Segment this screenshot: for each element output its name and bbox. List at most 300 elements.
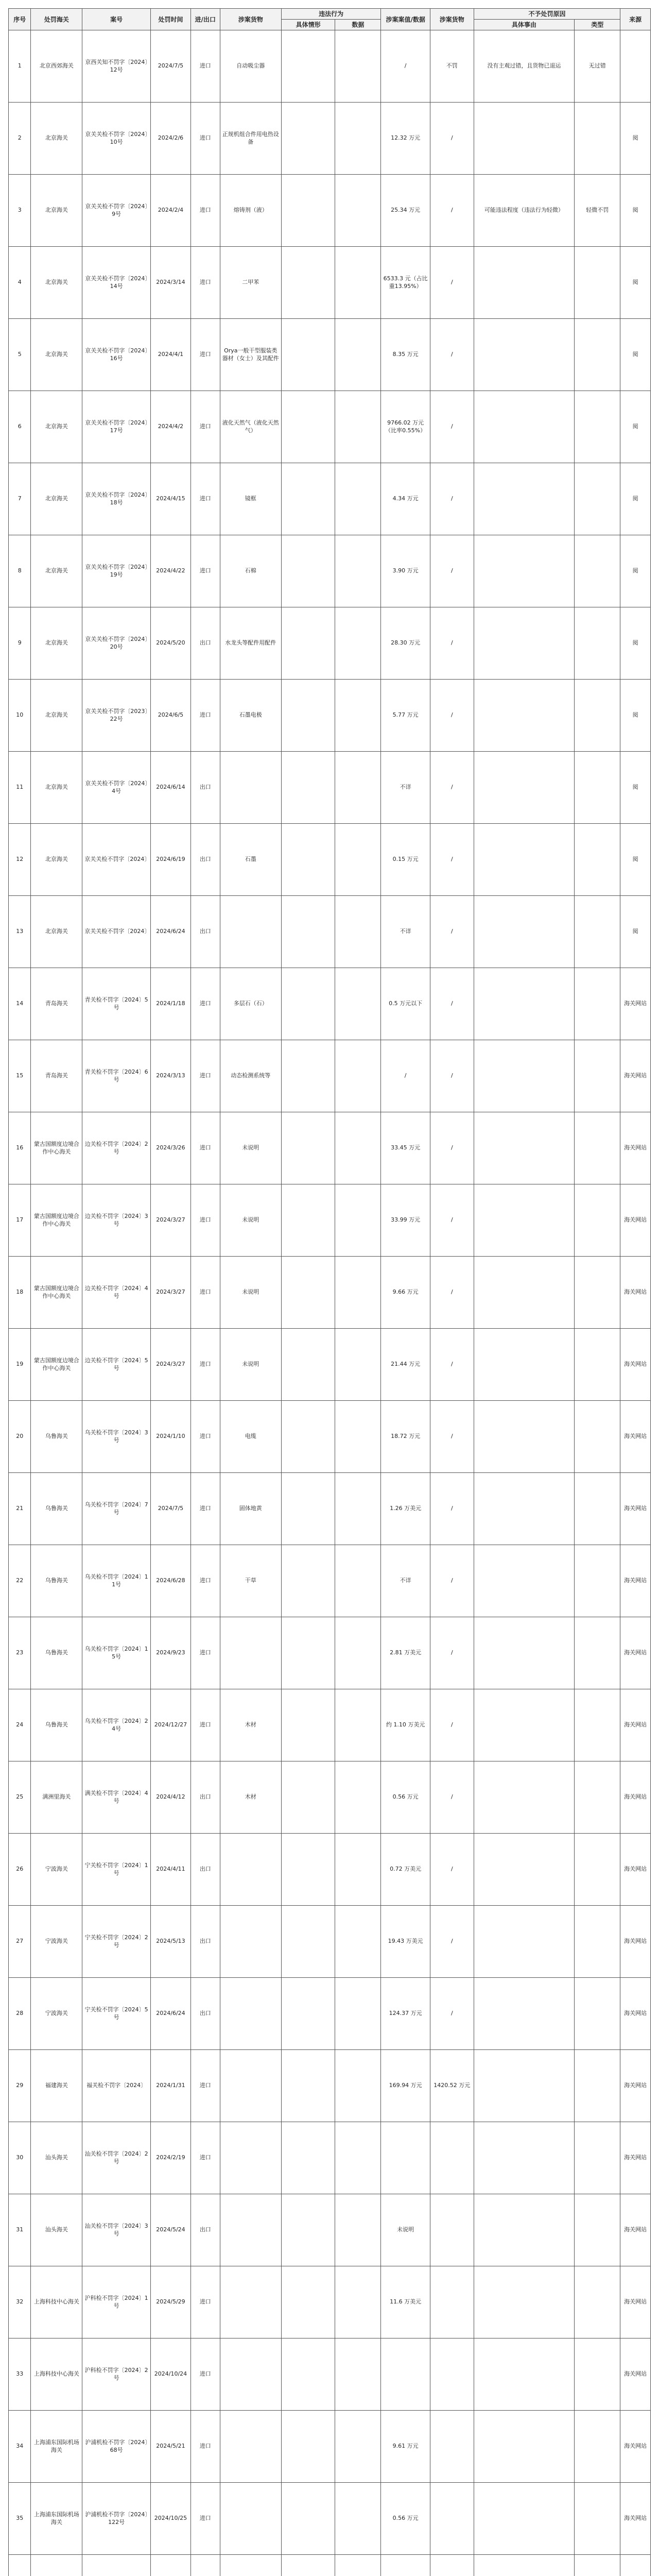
cell-amount: 21.44 万元 xyxy=(381,1329,430,1401)
cell-customs: 蒙古国额度边境合作中心海关 xyxy=(31,1112,82,1184)
cell-docno: 满关检不罚字〔2024〕4号 xyxy=(82,1761,151,1834)
header-docno: 案号 xyxy=(82,9,151,30)
cell-type: 无过错 xyxy=(575,30,620,103)
cell-ie: 出口 xyxy=(191,1978,220,2050)
cell-ie: 进口 xyxy=(191,103,220,175)
cell-penalty: / xyxy=(430,535,474,607)
cell-goods: 石墨 xyxy=(220,824,281,896)
cell-goods xyxy=(220,2122,281,2194)
cell-amount: 18.72 万元 xyxy=(381,1401,430,1473)
cell-note: 海关网站 xyxy=(620,1329,651,1401)
cell-reason xyxy=(474,535,575,607)
cell-nature xyxy=(282,1761,335,1834)
cell-customs: 北京海关 xyxy=(31,247,82,319)
cell-nature xyxy=(282,2338,335,2411)
cell-penalty: / xyxy=(430,1978,474,2050)
table-row xyxy=(9,30,651,103)
cell-nature xyxy=(282,175,335,247)
cell-date: 2024/9/23 xyxy=(150,1617,190,1689)
table-row xyxy=(9,1545,651,1617)
table-row xyxy=(9,1834,651,1906)
cell-nature xyxy=(282,30,335,103)
cell-amount: / xyxy=(381,30,430,103)
table-row xyxy=(9,1473,651,1545)
cell-type xyxy=(575,1906,620,1978)
cell-date: 2024/4/12 xyxy=(150,1761,190,1834)
cell-goods: 石棉 xyxy=(220,535,281,607)
penalty-table xyxy=(8,8,651,2576)
cell-reason xyxy=(474,2050,575,2122)
table-row xyxy=(9,463,651,535)
cell-reason xyxy=(474,2266,575,2338)
cell-seq: 8 xyxy=(9,535,31,607)
cell-ie: 出口 xyxy=(191,1761,220,1834)
cell-ie: 进口 xyxy=(191,2338,220,2411)
cell-ie: 进口 xyxy=(191,1689,220,1761)
cell-customs: 乌鲁海关 xyxy=(31,1545,82,1617)
cell-nature xyxy=(282,1689,335,1761)
cell-penalty: / xyxy=(430,1761,474,1834)
cell-penalty: / xyxy=(430,1329,474,1401)
cell-customs: 北京海关 xyxy=(31,752,82,824)
cell-ie: 进口 xyxy=(191,535,220,607)
cell-goods xyxy=(220,1906,281,1978)
table-row xyxy=(9,2555,651,2576)
cell-goods: 电缆 xyxy=(220,1401,281,1473)
table-row xyxy=(9,535,651,607)
header-amount: 涉案案值/数据 xyxy=(381,9,430,30)
cell-customs: 宁波海关 xyxy=(31,1834,82,1906)
cell-goods: 动态检测系统等 xyxy=(220,1040,281,1112)
cell-goods xyxy=(220,2483,281,2555)
cell-note: 海关网站 xyxy=(620,1112,651,1184)
cell-data xyxy=(335,30,381,103)
cell-goods xyxy=(220,2266,281,2338)
cell-amount: 9766.02 万元（比率0.55%） xyxy=(381,391,430,463)
cell-amount: 169.94 万元 xyxy=(381,2050,430,2122)
cell-customs: 汕头海关 xyxy=(31,2122,82,2194)
cell-nature xyxy=(282,1401,335,1473)
header-seq: 序号 xyxy=(9,9,31,30)
cell-amount: 25.34 万元 xyxy=(381,175,430,247)
cell-customs: 宁波海关 xyxy=(31,1978,82,2050)
table-row xyxy=(9,247,651,319)
cell-date: 2024/3/14 xyxy=(150,247,190,319)
cell-date: 2024/6/24 xyxy=(150,896,190,968)
cell-note: 阅 xyxy=(620,896,651,968)
cell-ie: 进口 xyxy=(191,2122,220,2194)
table-row xyxy=(9,2122,651,2194)
cell-date: 2024/6/28 xyxy=(150,1545,190,1617)
cell-note: 海关网站 xyxy=(620,1040,651,1112)
cell-date: 2024/12/27 xyxy=(150,1689,190,1761)
cell-note: 海关网站 xyxy=(620,1473,651,1545)
cell-nature xyxy=(282,1112,335,1184)
cell-customs: 宁波海关 xyxy=(31,1906,82,1978)
cell-type xyxy=(575,2122,620,2194)
cell-nature xyxy=(282,1040,335,1112)
cell-penalty: / xyxy=(430,391,474,463)
cell-docno: 乌关检不罚字〔2024〕11号 xyxy=(82,1545,151,1617)
cell-docno: 宁关检不罚字〔2024〕5号 xyxy=(82,1978,151,2050)
cell-penalty xyxy=(430,2411,474,2483)
cell-penalty: / xyxy=(430,607,474,680)
cell-penalty: / xyxy=(430,896,474,968)
cell-customs: 乌鲁海关 xyxy=(31,1617,82,1689)
cell-penalty: / xyxy=(430,1184,474,1257)
cell-amount: / xyxy=(381,1040,430,1112)
cell-type xyxy=(575,1617,620,1689)
cell-data xyxy=(335,1617,381,1689)
cell-date: 2024/7/5 xyxy=(150,1473,190,1545)
header-ie: 进/出口 xyxy=(191,9,220,30)
cell-penalty: / xyxy=(430,752,474,824)
table-row xyxy=(9,680,651,752)
cell-customs xyxy=(31,2555,82,2576)
cell-seq: 11 xyxy=(9,752,31,824)
header-nonapply-sub2: 类型 xyxy=(575,20,620,30)
cell-seq: 26 xyxy=(9,1834,31,1906)
cell-customs: 满洲里海关 xyxy=(31,1761,82,1834)
cell-docno: 京关关检不罚字〔2024〕14号 xyxy=(82,247,151,319)
cell-data xyxy=(335,319,381,391)
header-note: 来源 xyxy=(620,9,651,30)
cell-ie: 进口 xyxy=(191,391,220,463)
cell-data xyxy=(335,1545,381,1617)
cell-nature xyxy=(282,2194,335,2266)
cell-penalty: / xyxy=(430,1834,474,1906)
cell-docno: 宁关检不罚字〔2024〕2号 xyxy=(82,1906,151,1978)
cell-date: 2024/6/24 xyxy=(150,1978,190,2050)
cell-goods: 未说明 xyxy=(220,1112,281,1184)
header-nature: 违法行为 xyxy=(282,9,381,20)
table-row xyxy=(9,968,651,1040)
cell-goods: 液化天然气（液化天然气） xyxy=(220,391,281,463)
cell-data xyxy=(335,2194,381,2266)
cell-type xyxy=(575,463,620,535)
cell-goods: 干草 xyxy=(220,1545,281,1617)
cell-reason xyxy=(474,463,575,535)
cell-amount: 2.81 万美元 xyxy=(381,1617,430,1689)
cell-nature xyxy=(282,607,335,680)
table-row xyxy=(9,1689,651,1761)
cell-docno: 福关检不罚字〔2024〕 xyxy=(82,2050,151,2122)
cell-penalty xyxy=(430,2266,474,2338)
cell-amount: 0.72 万美元 xyxy=(381,1834,430,1906)
cell-data xyxy=(335,1112,381,1184)
cell-note: 阅 xyxy=(620,319,651,391)
cell-ie: 进口 xyxy=(191,463,220,535)
cell-reason xyxy=(474,968,575,1040)
cell-docno: 边关检不罚字〔2024〕5号 xyxy=(82,1329,151,1401)
cell-note xyxy=(620,2555,651,2576)
cell-seq: 4 xyxy=(9,247,31,319)
cell-nature xyxy=(282,2050,335,2122)
cell-type xyxy=(575,391,620,463)
cell-type xyxy=(575,103,620,175)
cell-amount: 0.56 万元 xyxy=(381,1761,430,1834)
cell-customs: 北京海关 xyxy=(31,680,82,752)
cell-ie: 进口 xyxy=(191,2411,220,2483)
cell-penalty: / xyxy=(430,1545,474,1617)
cell-note: 海关网站 xyxy=(620,2050,651,2122)
cell-penalty xyxy=(430,2338,474,2411)
cell-ie: 进口 xyxy=(191,1617,220,1689)
cell-data xyxy=(335,463,381,535)
cell-note: 海关网站 xyxy=(620,2411,651,2483)
cell-nature xyxy=(282,2122,335,2194)
cell-type xyxy=(575,1184,620,1257)
cell-nature xyxy=(282,680,335,752)
cell-data xyxy=(335,175,381,247)
cell-nature xyxy=(282,319,335,391)
cell-date: 2024/3/13 xyxy=(150,1040,190,1112)
cell-nature xyxy=(282,1473,335,1545)
cell-seq: 18 xyxy=(9,1257,31,1329)
cell-type xyxy=(575,535,620,607)
cell-penalty: 1420.52 万元 xyxy=(430,2050,474,2122)
cell-ie: 出口 xyxy=(191,1906,220,1978)
cell-type xyxy=(575,1545,620,1617)
cell-data xyxy=(335,2411,381,2483)
header-nature-sub2: 数据 xyxy=(335,20,381,30)
cell-date: 2024/1/31 xyxy=(150,2050,190,2122)
cell-seq: 6 xyxy=(9,391,31,463)
cell-amount: 19.43 万美元 xyxy=(381,1906,430,1978)
cell-note: 海关网站 xyxy=(620,1761,651,1834)
cell-customs: 北京海关 xyxy=(31,535,82,607)
cell-seq: 33 xyxy=(9,2338,31,2411)
cell-penalty: / xyxy=(430,247,474,319)
cell-type xyxy=(575,1040,620,1112)
cell-reason xyxy=(474,319,575,391)
cell-amount xyxy=(381,2338,430,2411)
cell-customs: 北京海关 xyxy=(31,607,82,680)
cell-reason xyxy=(474,2483,575,2555)
cell-goods xyxy=(220,1834,281,1906)
cell-penalty: / xyxy=(430,1617,474,1689)
cell-note: 海关网站 xyxy=(620,1834,651,1906)
cell-type xyxy=(575,824,620,896)
cell-note: 阅 xyxy=(620,680,651,752)
cell-reason xyxy=(474,1184,575,1257)
cell-reason xyxy=(474,1761,575,1834)
header-penalty: 涉案货物 xyxy=(430,9,474,30)
cell-seq: 34 xyxy=(9,2411,31,2483)
cell-goods: 石墨电极 xyxy=(220,680,281,752)
cell-date: 2024/3/27 xyxy=(150,1184,190,1257)
table-row xyxy=(9,2194,651,2266)
cell-penalty: / xyxy=(430,463,474,535)
cell-date: 2024/2/4 xyxy=(150,175,190,247)
cell-ie: 进口 xyxy=(191,2266,220,2338)
cell-amount: 1.26 万美元 xyxy=(381,1473,430,1545)
cell-date: 2024/6/5 xyxy=(150,680,190,752)
cell-date: 2024/5/29 xyxy=(150,2266,190,2338)
cell-note: 海关网站 xyxy=(620,2194,651,2266)
cell-customs: 青岛海关 xyxy=(31,1040,82,1112)
cell-reason xyxy=(474,1257,575,1329)
cell-goods: 水龙头等配件用配件 xyxy=(220,607,281,680)
cell-goods: 木材 xyxy=(220,1761,281,1834)
cell-amount: 6533.3 元（占比重13.95%） xyxy=(381,247,430,319)
cell-amount: 9.61 万元 xyxy=(381,2411,430,2483)
cell-docno: 京关关检不罚字〔2024〕 xyxy=(82,824,151,896)
cell-amount: 33.45 万元 xyxy=(381,1112,430,1184)
cell-note: 阅 xyxy=(620,752,651,824)
cell-penalty: 不罚 xyxy=(430,30,474,103)
table-row xyxy=(9,2483,651,2555)
cell-docno: 沪浦机检不罚字〔2024〕68号 xyxy=(82,2411,151,2483)
table-row xyxy=(9,824,651,896)
cell-goods: 镜框 xyxy=(220,463,281,535)
cell-customs: 上海浦东国际机场海关 xyxy=(31,2411,82,2483)
cell-type xyxy=(575,1329,620,1401)
cell-ie: 出口 xyxy=(191,1834,220,1906)
table-row xyxy=(9,175,651,247)
cell-date: 2024/5/21 xyxy=(150,2411,190,2483)
cell-note: 阅 xyxy=(620,391,651,463)
cell-docno: 京关关检不罚字〔2024〕20号 xyxy=(82,607,151,680)
cell-amount: 3.90 万元 xyxy=(381,535,430,607)
table-row xyxy=(9,1906,651,1978)
cell-nature xyxy=(282,896,335,968)
cell-seq: 14 xyxy=(9,968,31,1040)
cell-ie: 进口 xyxy=(191,1040,220,1112)
cell-seq: 7 xyxy=(9,463,31,535)
cell-penalty: / xyxy=(430,1040,474,1112)
cell-docno: 京西关知不罚字〔2024〕12号 xyxy=(82,30,151,103)
cell-reason xyxy=(474,1040,575,1112)
cell-type xyxy=(575,2050,620,2122)
cell-data xyxy=(335,752,381,824)
cell-penalty: / xyxy=(430,1689,474,1761)
cell-reason xyxy=(474,1906,575,1978)
cell-type xyxy=(575,2266,620,2338)
cell-docno: 乌关检不罚字〔2024〕7号 xyxy=(82,1473,151,1545)
cell-type xyxy=(575,247,620,319)
table-row xyxy=(9,1257,651,1329)
cell-customs: 蒙古国额度边境合作中心海关 xyxy=(31,1184,82,1257)
cell-ie: 进口 xyxy=(191,247,220,319)
cell-reason xyxy=(474,896,575,968)
cell-docno: 京关关检不罚字〔2023〕22号 xyxy=(82,680,151,752)
cell-ie: 进口 xyxy=(191,175,220,247)
cell-seq: 27 xyxy=(9,1906,31,1978)
cell-ie: 进口 xyxy=(191,2483,220,2555)
cell-docno: 边关检不罚字〔2024〕2号 xyxy=(82,1112,151,1184)
cell-amount: 28.30 万元 xyxy=(381,607,430,680)
cell-ie: 进口 xyxy=(191,30,220,103)
cell-reason xyxy=(474,2555,575,2576)
cell-goods: Orya一般干型服装类器材（女士）及其配件 xyxy=(220,319,281,391)
cell-seq: 25 xyxy=(9,1761,31,1834)
cell-seq: 30 xyxy=(9,2122,31,2194)
cell-seq: 29 xyxy=(9,2050,31,2122)
cell-reason xyxy=(474,1978,575,2050)
cell-data xyxy=(335,824,381,896)
cell-date: 2024/6/19 xyxy=(150,824,190,896)
cell-nature xyxy=(282,247,335,319)
cell-nature xyxy=(282,968,335,1040)
cell-ie: 出口 xyxy=(191,824,220,896)
cell-customs: 乌鲁海关 xyxy=(31,1473,82,1545)
cell-docno: 边关检不罚字〔2024〕3号 xyxy=(82,1184,151,1257)
cell-docno: 京关关检不罚字〔2024〕4号 xyxy=(82,752,151,824)
cell-data xyxy=(335,1978,381,2050)
cell-seq: 2 xyxy=(9,103,31,175)
cell-customs: 北京海关 xyxy=(31,319,82,391)
cell-reason xyxy=(474,1329,575,1401)
cell-data xyxy=(335,1761,381,1834)
cell-customs: 上海科技中心海关 xyxy=(31,2338,82,2411)
cell-note: 阅 xyxy=(620,535,651,607)
cell-date: 2024/1/10 xyxy=(150,1401,190,1473)
cell-date xyxy=(150,2555,190,2576)
cell-customs: 北京海关 xyxy=(31,463,82,535)
cell-customs: 蒙古国额度边境合作中心海关 xyxy=(31,1329,82,1401)
cell-nature xyxy=(282,2266,335,2338)
cell-nature xyxy=(282,2483,335,2555)
cell-amount: 9.66 万元 xyxy=(381,1257,430,1329)
cell-date: 2024/3/27 xyxy=(150,1257,190,1329)
cell-amount: 8.35 万元 xyxy=(381,319,430,391)
cell-penalty: / xyxy=(430,680,474,752)
cell-seq: 1 xyxy=(9,30,31,103)
cell-customs: 北京海关 xyxy=(31,103,82,175)
cell-nature xyxy=(282,1834,335,1906)
cell-goods: 未说明 xyxy=(220,1257,281,1329)
cell-amount: 4.34 万元 xyxy=(381,463,430,535)
cell-docno: 沪科检不罚字〔2024〕1号 xyxy=(82,2266,151,2338)
cell-note xyxy=(620,30,651,103)
cell-type xyxy=(575,319,620,391)
cell-penalty: / xyxy=(430,319,474,391)
cell-customs: 汕头海关 xyxy=(31,2194,82,2266)
cell-seq: 23 xyxy=(9,1617,31,1689)
cell-customs: 乌鲁海关 xyxy=(31,1689,82,1761)
cell-docno: 京关关检不罚字〔2024〕 xyxy=(82,896,151,968)
cell-docno: 宁关检不罚字〔2024〕1号 xyxy=(82,1834,151,1906)
cell-date: 2024/2/19 xyxy=(150,2122,190,2194)
cell-penalty: / xyxy=(430,968,474,1040)
cell-goods: 固体地黄 xyxy=(220,1473,281,1545)
cell-ie: 进口 xyxy=(191,1545,220,1617)
header-nature-sub1: 具体情形 xyxy=(282,20,335,30)
cell-date: 2024/4/2 xyxy=(150,391,190,463)
cell-data xyxy=(335,2555,381,2576)
cell-seq: 3 xyxy=(9,175,31,247)
cell-amount: 不详 xyxy=(381,752,430,824)
cell-nature xyxy=(282,1257,335,1329)
cell-data xyxy=(335,2338,381,2411)
cell-data xyxy=(335,247,381,319)
cell-type xyxy=(575,1473,620,1545)
cell-ie: 进口 xyxy=(191,680,220,752)
cell-docno: 汕关检不罚字〔2024〕3号 xyxy=(82,2194,151,2266)
cell-seq: 13 xyxy=(9,896,31,968)
cell-type xyxy=(575,2555,620,2576)
cell-nature xyxy=(282,103,335,175)
cell-reason xyxy=(474,1689,575,1761)
cell-note: 海关网站 xyxy=(620,1617,651,1689)
cell-nature xyxy=(282,1545,335,1617)
cell-ie: 进口 xyxy=(191,1401,220,1473)
cell-ie: 进口 xyxy=(191,1257,220,1329)
cell-amount: 33.99 万元 xyxy=(381,1184,430,1257)
cell-type xyxy=(575,968,620,1040)
cell-docno: 乌关检不罚字〔2024〕3号 xyxy=(82,1401,151,1473)
